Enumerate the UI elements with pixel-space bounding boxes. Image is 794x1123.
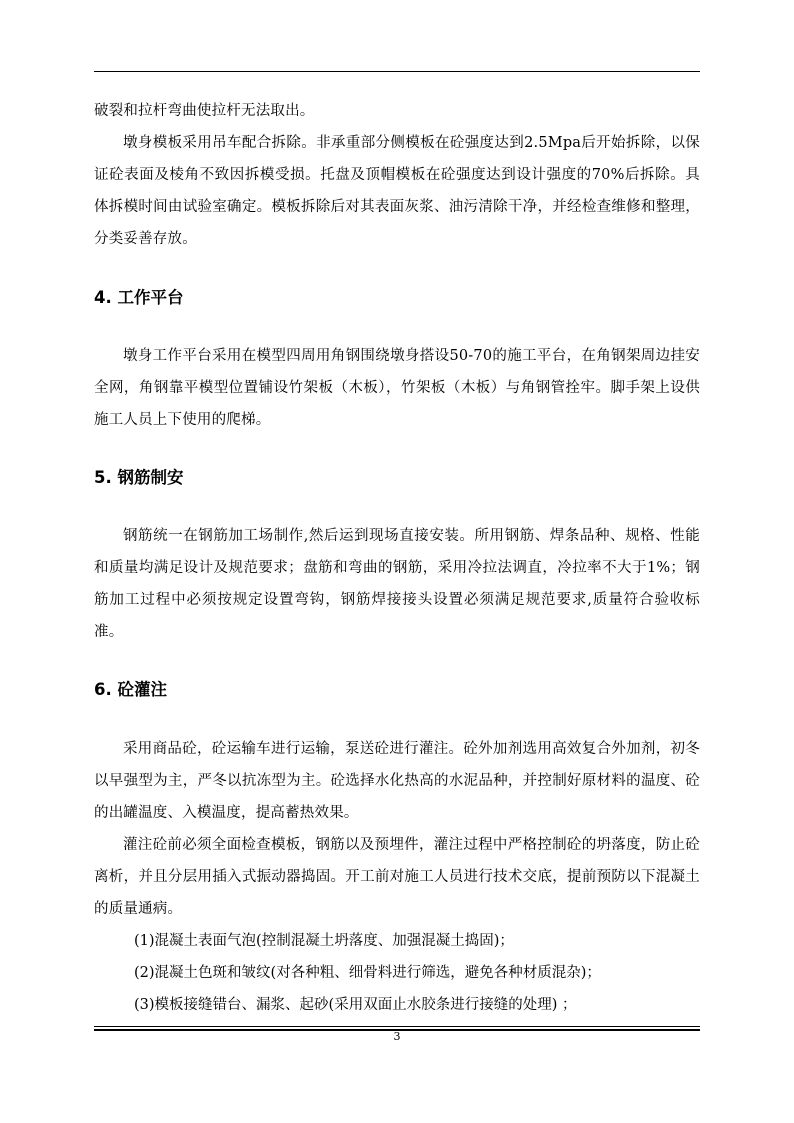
list-item: (1)混凝土表面气泡(控制混凝土坍落度、加强混凝土捣固)；: [134, 933, 514, 949]
page-number: 3: [393, 1030, 401, 1043]
document-body: [94, 95, 700, 1021]
section-heading-concrete-pouring: 6. 砼灌注: [94, 680, 167, 699]
paragraph-work-platform: 墩身工作平台采用在模型四周用角钢围绕墩身搭设50-70的施工平台，在角钢架周边挂安全网，角钢靠平模型位置铺设竹架板（木板），竹架板（木板）与角钢管拴牢。脚手架上设供施工人员上下使用的爬梯。: [94, 348, 700, 428]
list-item: (3)模板接缝错台、漏浆、起砂(采用双面止水胶条进行接缝的处理) ；: [134, 997, 577, 1013]
paragraph-concrete-2: 灌注砼前必须全面检查模板，钢筋以及预埋件，灌注过程中严格控制砼的坍落度，防止砼离析，并且分层用插入式振动器捣固。开工前对施工人员进行技术交底，提前预防以下混凝土的质量通病。: [94, 837, 700, 917]
section-heading-work-platform: 4. 工作平台: [94, 288, 184, 307]
footer-rule-thin: [94, 1026, 700, 1027]
paragraph-rebar: 钢筋统一在钢筋加工场制作,然后运到现场直接安装。所用钢筋、焊条品种、规格、性能和质量均满足设计及规范要求；盘筋和弯曲的钢筋，采用冷拉法调直，冷拉率不大于1%；钢筋加工过程中必须按规定设置弯钩，钢筋焊接接头设置必须满足规范要求,质量符合验收标准。: [94, 528, 700, 640]
header-rule: [94, 71, 700, 72]
paragraph-continuation: 破裂和拉杆弯曲使拉杆无法取出。: [94, 103, 315, 119]
paragraph-concrete-1: 采用商品砼，砼运输车进行运输，泵送砼进行灌注。砼外加剂选用高效复合外加剂，初冬以早强型为主，严冬以抗冻型为主。砼选择水化热高的水泥品种，并控制好原材料的温度、砼的出罐温度、入模温度，提高蓄热效果。: [94, 741, 700, 821]
section-heading-rebar: 5. 钢筋制安: [94, 468, 184, 487]
list-item: (2)混凝土色斑和皱纹(对各种粗、细骨料进行筛选，避免各种材质混杂)；: [134, 965, 601, 981]
paragraph-formwork-removal: 墩身模板采用吊车配合拆除。非承重部分侧模板在砼强度达到2.5Mpa后开始拆除，以保证砼表面及棱角不致因拆模受损。托盘及顶帽模板在砼强度达到设计强度的70%后拆除。具体拆模时间由试验室确定。模板拆除后对其表面灰浆、油污清除干净，并经检查维修和整理，分类妥善存放。: [94, 135, 700, 247]
